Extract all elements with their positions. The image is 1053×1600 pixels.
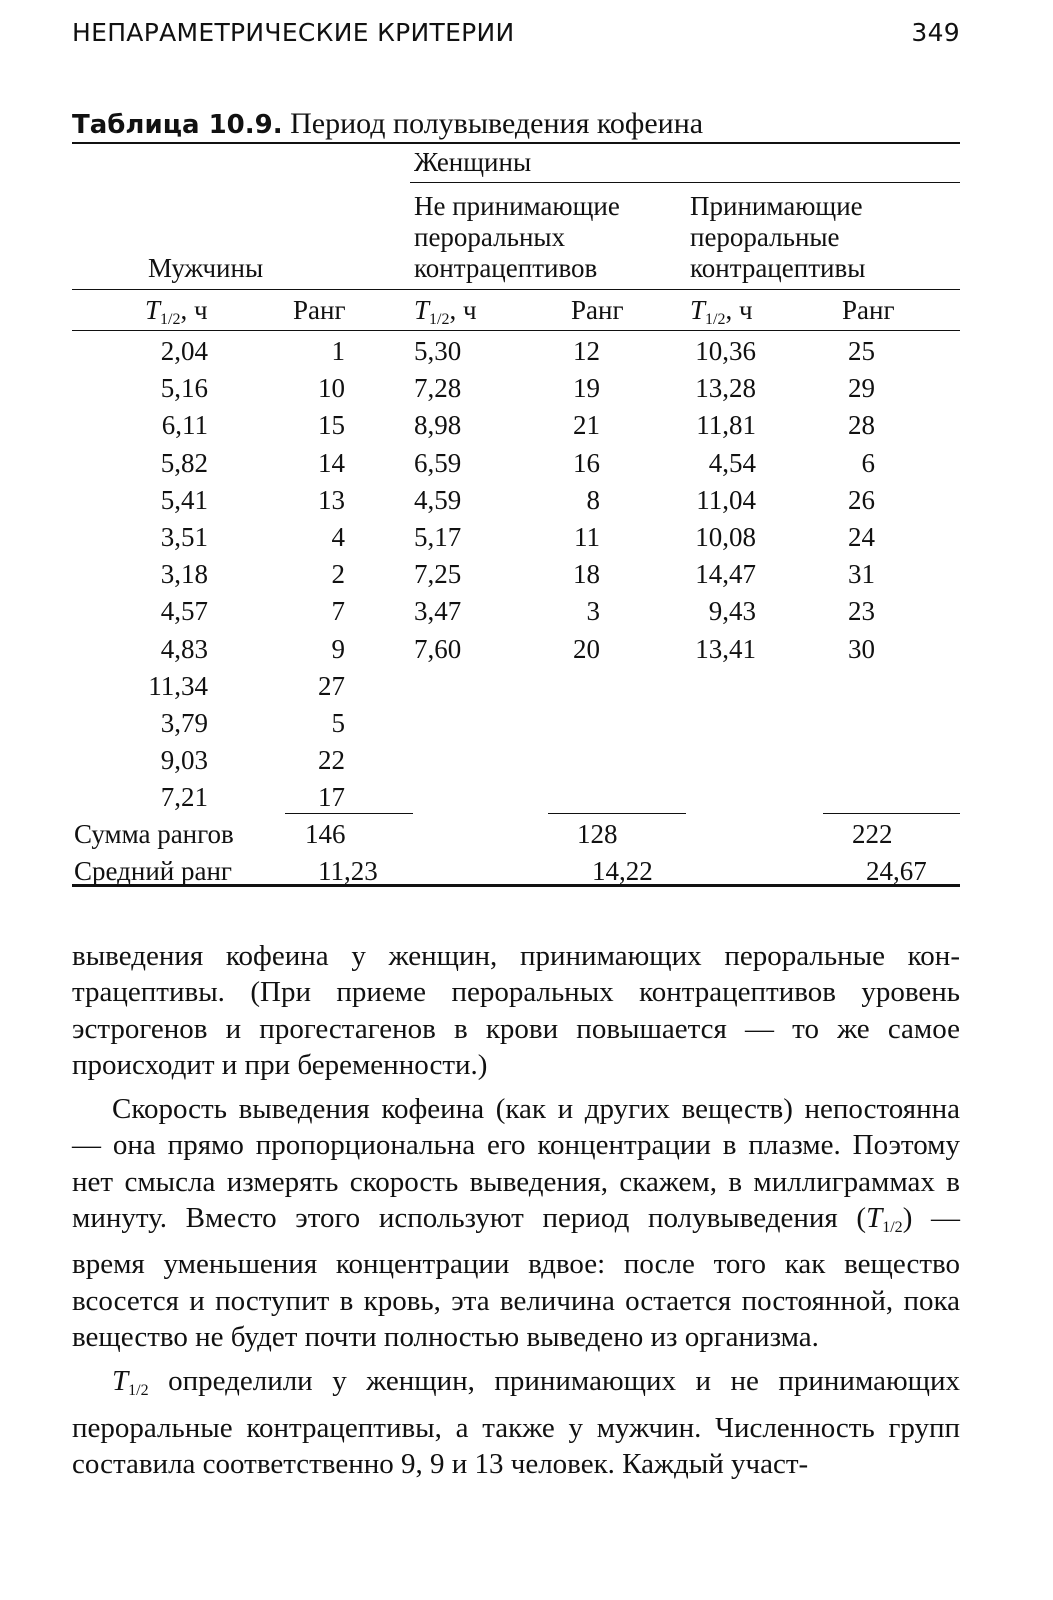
no-oc-t-value: 8,98 [414,410,462,441]
t-half-subscript: 1/2 [160,311,181,328]
column-header-oc-t [690,294,753,336]
header-divider-rule [72,289,960,290]
men-t-value: 2,04 [160,336,208,366]
men-rank-value: 10 [318,373,345,404]
oc-rank-value: 28 [848,410,875,441]
no-oc-rank-value: 12 [573,336,600,366]
t-half-subscript: 1/2 [128,1382,149,1400]
header-oc-3: контрацептивы [690,253,866,283]
no-oc-t-value: 7,25 [414,559,462,590]
men-rank-value: 2 [331,559,345,590]
header-no-oc-1: Не принимающие [414,191,620,221]
table-caption-label: Таблица 10.9. [72,110,283,140]
men-t-value: 5,82 [160,447,208,478]
t-half-symbol: T [690,295,706,325]
page-number: 349 [911,18,960,47]
men-t-value: 4,83 [160,633,208,664]
body-text [72,938,960,1482]
men-rank-value: 7 [331,596,345,627]
oc-rank-value: 30 [848,633,875,664]
no-oc-t-value: 7,60 [414,633,462,664]
men-t-value: 3,18 [160,559,208,590]
women-span-rule [410,182,960,183]
mean-rank-no-oc: 14,22 [592,856,653,886]
t-half-symbol: T [414,295,430,325]
paragraph-2 [72,1091,960,1355]
no-oc-t-value: 6,59 [414,447,462,478]
mean-rank-label: Средний ранг [74,856,232,886]
unit-hours: , ч [180,295,208,325]
paragraph-2-part-a: Скорость выведения кофеина (как и других веществ) непостоянна — она прямо пропорциональна его концентрации в плазме. Поэтому нет смысла измерять скорость выведения, скажем, в миллиграммах в минуту. Вместо этого используют период полувыведения ( [72,1093,960,1235]
no-oc-t-value: 4,59 [414,484,462,515]
oc-t-value: 11,04 [696,484,756,515]
paragraph-3 [72,1363,960,1482]
no-oc-rank-value: 20 [573,633,600,664]
paragraph-2-part-b: ) — время уменьшения концентрации вдвое: после того как вещество всосется и поступит в кровь, эта величина остается постоянной, пока вещество не будет почти полностью выведено из организма. [72,1202,960,1353]
men-rank-value: 15 [318,410,345,441]
oc-rank-value: 31 [848,559,875,590]
oc-t-value: 14,47 [695,559,756,590]
no-oc-t-value: 5,30 [414,336,462,366]
men-t-value: 5,41 [160,484,208,515]
running-head-title: НЕПАРАМЕТРИЧЕСКИЕ КРИТЕРИИ [72,18,515,47]
no-oc-rank-value: 16 [573,447,600,478]
oc-rank-value: 26 [848,484,875,515]
no-oc-rank-value: 8 [586,484,600,515]
men-rank-value: 27 [318,670,345,701]
t-half-symbol: T [866,1202,883,1235]
header-no-oc-2: пероральных [414,222,566,252]
no-oc-rank-value: 18 [573,559,600,590]
no-oc-t-value: 7,28 [414,373,462,404]
column-header-men-rank: Ранг [293,295,346,325]
no-oc-rank-value: 21 [573,410,600,441]
oc-rank-value: 6 [861,447,875,478]
oc-t-value: 11,81 [696,410,756,441]
oc-t-value: 10,08 [695,522,756,552]
men-t-value: 4,57 [160,596,208,627]
no-oc-t-value: 5,17 [414,522,462,552]
t-half-subscript: 1/2 [429,311,450,328]
oc-t-value: 13,41 [695,633,756,664]
sum-ranks-label: Сумма рангов [74,819,234,849]
header-oc-1: Принимающие [690,191,863,221]
men-t-value: 9,03 [160,745,208,776]
men-rank-value: 22 [318,745,345,776]
t-half-symbol: T [145,295,161,325]
column-header-men-t [145,294,208,336]
paragraph-3-text: определили у женщин, принимающих и не принимающих пероральные контрацептивы, а также у мужчин. Численность групп составила соответственно 9, 9 и 13 человек. Каждый участ- [72,1365,960,1480]
no-oc-rank-value: 19 [573,373,600,404]
mean-rank-men: 11,23 [318,856,378,886]
t-half-symbol: T [112,1365,129,1398]
oc-rank-value: 23 [848,596,875,627]
oc-t-value: 13,28 [695,373,756,404]
men-rank-value: 9 [331,633,345,664]
mean-rank-oc: 24,67 [866,856,927,886]
men-rank-value: 5 [331,708,345,738]
header-oc-2: пероральные [690,222,840,252]
t-half-subscript: 1/2 [705,311,726,328]
header-women: Женщины [414,147,532,177]
column-header-no-oc-rank: Ранг [571,295,624,325]
men-t-value: 3,79 [160,708,208,738]
unit-hours: , ч [449,295,477,325]
oc-rank-value: 25 [848,336,875,366]
men-rank-value: 17 [318,782,345,813]
oc-rank-value: 29 [848,373,875,404]
table-caption-text: Период полувыведения кофеина [290,107,704,140]
men-rank-value: 1 [331,336,345,366]
oc-t-value: 10,36 [695,336,756,366]
men-t-value: 11,34 [148,670,208,701]
oc-t-value: 9,43 [708,596,756,627]
men-rank-value: 13 [318,484,345,515]
unit-hours: , ч [725,295,753,325]
header-no-oc-3: контрацептивов [414,253,598,283]
men-t-value: 3,51 [160,522,208,552]
men-t-value: 6,11 [161,410,208,441]
no-oc-rank-value: 3 [586,596,600,627]
no-oc-t-value: 3,47 [414,596,462,627]
sum-rule-oc [823,813,960,814]
sum-ranks-no-oc: 128 [577,819,618,849]
table-top-rule [72,142,960,144]
sum-rule-no-oc [548,813,686,814]
men-rank-value: 14 [318,447,345,478]
header-men: Мужчины [148,253,264,283]
paragraph-1: выведения кофеина у женщин, принимающих пероральные контрацептивы. (При приеме пероральных контрацептивов уровень эстрогенов и прогестагенов в крови повышается — то же самое происходит и при беременности.) [72,940,960,1081]
no-oc-rank-value: 11 [574,522,600,552]
column-header-oc-rank: Ранг [842,295,895,325]
sum-ranks-oc: 222 [852,819,893,849]
men-t-value: 7,21 [160,782,208,813]
men-t-value: 5,16 [160,373,208,404]
column-header-no-oc-t [414,294,477,336]
t-half-subscript: 1/2 [882,1219,903,1237]
men-rank-value: 4 [331,522,345,552]
sum-ranks-men: 146 [305,819,346,849]
oc-t-value: 4,54 [708,447,756,478]
oc-rank-value: 24 [848,522,875,552]
